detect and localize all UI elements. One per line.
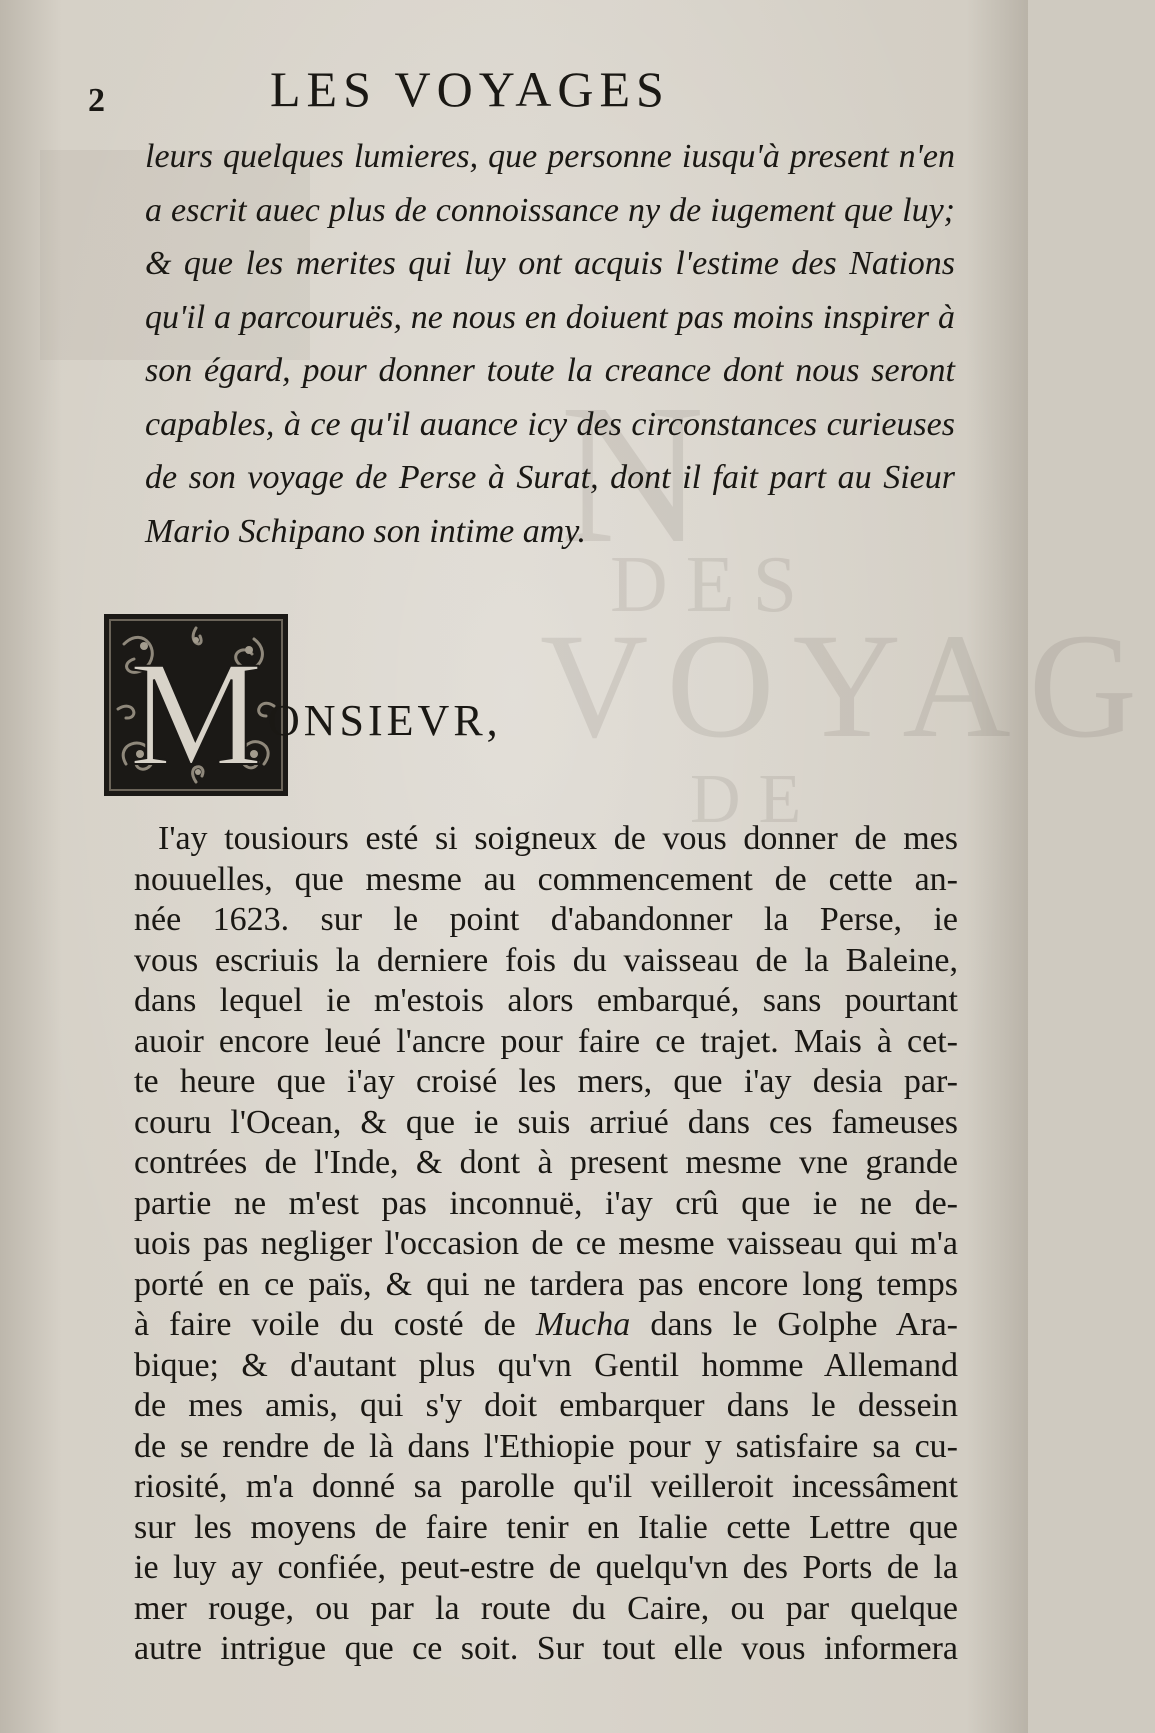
body-line: te heure que i'ay croisé les mers, que i'ay desia par- xyxy=(134,1063,958,1100)
show-through-letters: VOYAG xyxy=(540,603,1155,769)
body-line: de se rendre de là dans l'Ethiopie pour y satisfaire sa cu- xyxy=(134,1427,958,1465)
body-line: autre intrigue que ce soit. Sur tout elle vous informera xyxy=(134,1630,958,1667)
show-through-letters: N xyxy=(560,364,723,585)
body-line: mer rouge, ou par la route du Caire, ou par quelque xyxy=(134,1589,958,1627)
show-through-letters: DES xyxy=(610,541,816,629)
salutation: ONSIEVR, xyxy=(268,696,502,745)
body-line: dans lequel ie m'estois alors embarqué, sans pourtant xyxy=(134,982,958,1019)
body-line: ie luy ay confiée, peut-estre de quelqu'vn des Ports de la xyxy=(134,1549,958,1586)
body-line: née 1623. sur le point d'abandonner la Perse, ie xyxy=(134,901,958,938)
body-line: auoir encore leué l'ancre pour faire ce trajet. Mais à cet- xyxy=(134,1022,958,1060)
body-line-with-italic: à faire voile du costé de Mucha dans le Golphe Ara- xyxy=(134,1306,958,1343)
drop-cap-letter: M xyxy=(129,631,263,797)
body-line: porté en ce païs, & qui ne tardera pas encore long temps xyxy=(134,1265,958,1303)
place-name-mucha: Mucha xyxy=(535,1306,631,1343)
letter-body xyxy=(134,819,958,1670)
body-line: I'ay tousiours esté si soigneux de vous donner de mes xyxy=(158,820,958,857)
running-head: LES VOYAGES xyxy=(270,61,670,117)
body-line: uois pas negliger l'occasion de ce mesme vaisseau qui m'a xyxy=(134,1225,958,1262)
page-number: 2 xyxy=(88,82,105,119)
body-line: de mes amis, qui s'y doit embarquer dans le dessein xyxy=(134,1387,958,1424)
floral-initial-icon xyxy=(104,614,288,796)
intro-paragraph: leurs quelques lumieres, que personne iusqu'à present n'en a escrit auec plus de connoissance ny de iugement que luy; & que les merites qui luy ont acquis l'estime des Nations qu'il a parcouruës, ne nous en doiuent pas moins inspirer à son égard, pour donner toute la creance dont nous seront capables, à ce qu'il auance icy des circonstances curieuses de son voyage de Perse à Surat, dont il fait part au Sieur Mario Schipano son intime amy. xyxy=(145,138,955,550)
body-line: couru l'Ocean, & que ie suis arriué dans ces fameuses xyxy=(134,1103,958,1141)
body-line: sur les moyens de faire tenir en Italie cette Lettre que xyxy=(134,1508,958,1546)
body-line: vous escriuis la derniere fois du vaisseau de la Baleine, xyxy=(134,941,958,979)
body-line: partie ne m'est pas inconnuë, i'ay crû que ie ne de- xyxy=(134,1184,958,1222)
body-line: contrées de l'Inde, & dont à present mesme vne grande xyxy=(134,1144,958,1181)
body-line: bique; & d'autant plus qu'vn Gentil homme Allemand xyxy=(134,1346,958,1384)
drop-cap-ornament xyxy=(104,614,288,796)
body-line: riosité, m'a donné sa parolle qu'il veilleroit incessâment xyxy=(134,1468,958,1505)
show-through-letters: DE xyxy=(690,761,820,838)
body-line: nouuelles, que mesme au commencement de cette an- xyxy=(134,860,958,898)
